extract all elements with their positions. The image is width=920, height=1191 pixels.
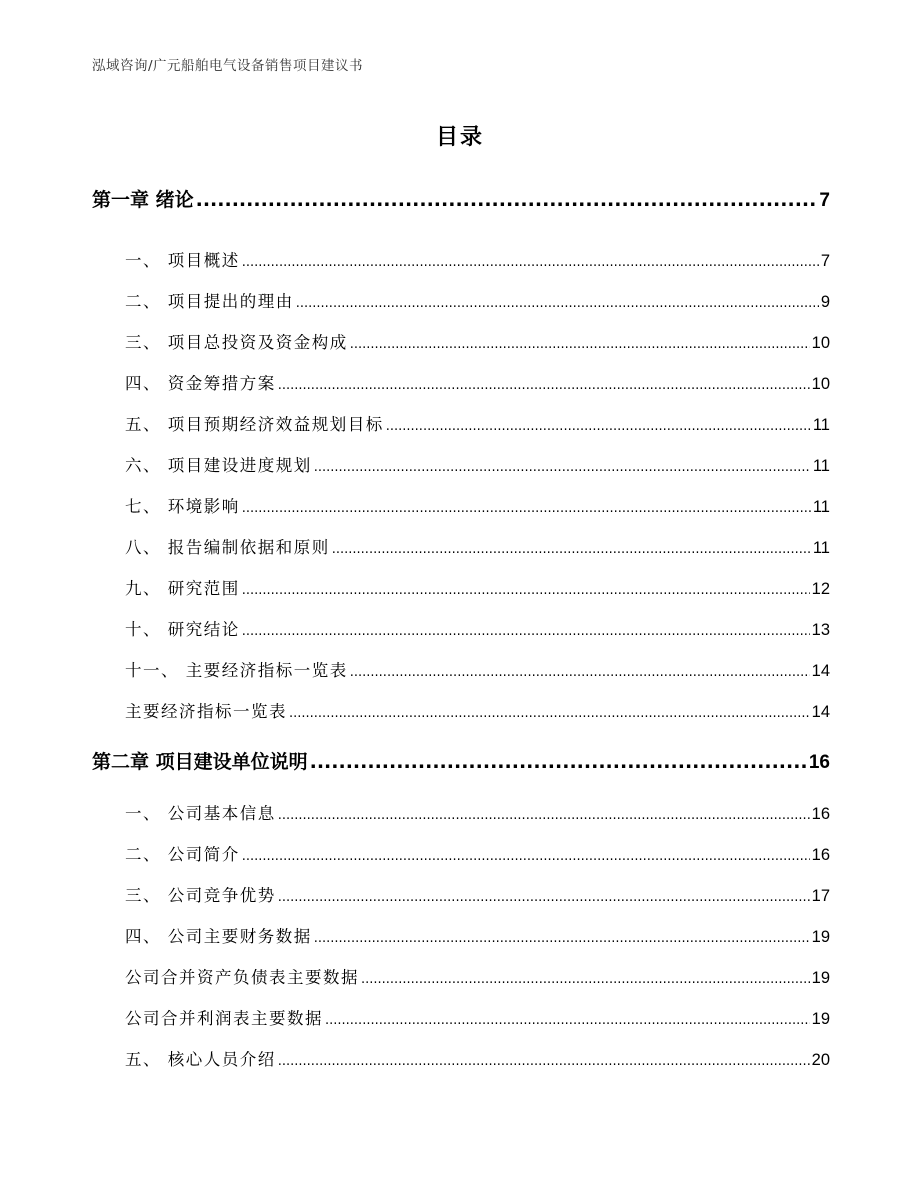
- dot-leader: [242, 255, 819, 270]
- toc-entry[interactable]: [125, 1046, 830, 1068]
- toc-entry[interactable]: [125, 616, 830, 638]
- dot-leader: [278, 1054, 810, 1069]
- dot-leader: [242, 624, 810, 639]
- toc-entry-page: 11: [812, 457, 830, 475]
- dot-leader: [325, 1013, 810, 1028]
- toc-entry-label: 公司合并利润表主要数据: [125, 1009, 323, 1028]
- toc-entry-label: 五、 核心人员介绍: [125, 1050, 276, 1069]
- toc-entry[interactable]: [125, 698, 830, 720]
- toc-entry-page: 13: [811, 621, 830, 639]
- dot-leader: [314, 931, 810, 946]
- toc-entry[interactable]: [125, 370, 830, 392]
- dot-leader: [196, 189, 818, 211]
- toc-entry-page: 19: [811, 969, 830, 987]
- toc-entry-label: 一、 项目概述: [125, 251, 240, 270]
- toc-entry[interactable]: [125, 534, 830, 556]
- toc-entry[interactable]: [125, 841, 830, 863]
- toc-entry[interactable]: [125, 575, 830, 597]
- dot-leader: [361, 972, 810, 987]
- toc-entry-label: 三、 公司竞争优势: [125, 886, 276, 905]
- toc-entry-label: 第一章 绪论: [92, 189, 194, 211]
- toc-entry-page: 7: [819, 190, 830, 211]
- toc-entry[interactable]: [125, 329, 830, 351]
- toc-entry-page: 16: [808, 752, 830, 773]
- dot-leader: [296, 296, 819, 311]
- dot-leader: [278, 890, 810, 905]
- toc-entry-chapter-1[interactable]: [92, 185, 830, 211]
- toc-entry-page: 10: [811, 334, 830, 352]
- dot-leader: [278, 378, 810, 393]
- toc-entry-page: 14: [811, 703, 830, 721]
- toc-entry-label: 六、 项目建设进度规划: [125, 456, 312, 475]
- dot-leader: [278, 808, 810, 823]
- toc-entry[interactable]: [125, 923, 830, 945]
- toc-entry-page: 12: [811, 580, 830, 598]
- toc-entry[interactable]: [125, 411, 830, 433]
- dot-leader: [242, 583, 810, 598]
- toc-entry[interactable]: [125, 964, 830, 986]
- dot-leader: [350, 337, 810, 352]
- toc-entry-label: 四、 公司主要财务数据: [125, 927, 312, 946]
- toc-entry-label: 四、 资金筹措方案: [125, 374, 276, 393]
- toc-entry[interactable]: [125, 452, 830, 474]
- running-header: 泓域咨询/广元船舶电气设备销售项目建议书: [92, 58, 364, 74]
- toc-entry-page: 19: [811, 1010, 830, 1028]
- toc-entry-label: 五、 项目预期经济效益规划目标: [125, 415, 384, 434]
- toc-entry-label: 十、 研究结论: [125, 620, 240, 639]
- toc-entry-label: 公司合并资产负债表主要数据: [125, 968, 359, 987]
- dot-leader: [314, 460, 811, 475]
- dot-leader: [242, 501, 811, 516]
- toc-entry[interactable]: [125, 493, 830, 515]
- toc-entry-label: 二、 项目提出的理由: [125, 292, 294, 311]
- toc-entry[interactable]: [125, 288, 830, 310]
- toc-entry-page: 20: [811, 1051, 830, 1069]
- dot-leader: [289, 706, 810, 721]
- toc-entry-page: 11: [812, 416, 830, 434]
- toc-entry-label: 一、 公司基本信息: [125, 804, 276, 823]
- toc-entry-page: 16: [811, 846, 830, 864]
- toc-entry[interactable]: [125, 882, 830, 904]
- toc-entry[interactable]: [125, 247, 830, 269]
- dot-leader: [242, 849, 810, 864]
- toc-title: 目录: [435, 125, 484, 150]
- toc-entry-page: 10: [811, 375, 830, 393]
- toc-entry-page: 16: [811, 805, 830, 823]
- toc-entry-page: 9: [820, 293, 830, 311]
- toc-entry-page: 11: [812, 498, 830, 516]
- toc-entry-label: 七、 环境影响: [125, 497, 240, 516]
- dot-leader: [332, 542, 811, 557]
- toc-entry-label: 三、 项目总投资及资金构成: [125, 333, 348, 352]
- toc-entry-label: 第二章 项目建设单位说明: [92, 751, 308, 773]
- toc-entry[interactable]: [125, 657, 830, 679]
- toc-entry-label: 八、 报告编制依据和原则: [125, 538, 330, 557]
- toc-entry-page: 19: [811, 928, 830, 946]
- toc-entry-chapter-2[interactable]: [92, 747, 830, 773]
- dot-leader: [350, 665, 810, 680]
- dot-leader: [310, 751, 807, 773]
- dot-leader: [386, 419, 811, 434]
- toc-entry-label: 主要经济指标一览表: [125, 702, 287, 721]
- toc-entry-page: 7: [820, 252, 830, 270]
- toc-entry-page: 17: [811, 887, 830, 905]
- toc-entry-page: 14: [811, 662, 830, 680]
- toc-entry-page: 11: [812, 539, 830, 557]
- toc-entry-label: 二、 公司简介: [125, 845, 240, 864]
- toc-entry[interactable]: [125, 800, 830, 822]
- toc-entry-label: 九、 研究范围: [125, 579, 240, 598]
- toc-entry[interactable]: [125, 1005, 830, 1027]
- toc-entry-label: 十一、 主要经济指标一览表: [125, 661, 348, 680]
